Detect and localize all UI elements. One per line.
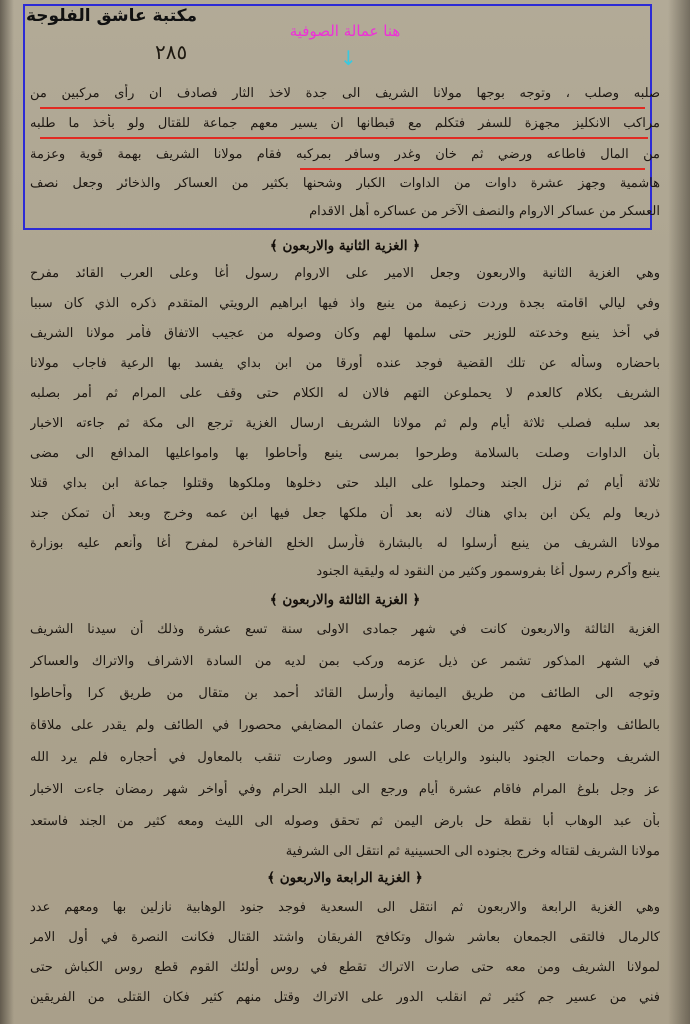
text-line: ينبع وأكرم رسول أغا بفروسمور وكثير من النقود له وليقية الجنود (316, 564, 660, 579)
text-line: لمولانا الشريف ومن معه حتى صارت الاتراك تقطع في روس أولئك القوم قطع روس الكباش حتى (30, 960, 660, 975)
text-line: ذريعا ولم يكن ابن بداي هناك لانه بعد أن ملكها جعل فيها ابن عمه وخرج وبعد أن تمكن جند (30, 506, 660, 521)
text-line: وفي ليالي اقامته بجدة وردت زعيمة من ينبع واذ فيها ابراهيم الرويتي المتقدم ذكره الذي كان سببا (30, 296, 660, 311)
highlighted-line: هاشمية وجهز عشرة داوات من الداوات الكبار وشحنها بكثير من العساكر والذخائر وجعل نصف (30, 176, 660, 191)
text-line: وهي الغزية الثانية والاربعون وجعل الامير على الاروام رسول أغا وعلى العرب القائد مفرح (30, 266, 660, 281)
page-number: ٢٨٥ (155, 40, 188, 64)
text-line: بالطائف واجتمع معهم كثير من العربان وصار عثمان المضايفي محصورا في الطائف ولم يقدر على ملاقاة (30, 718, 660, 733)
text-line: بأن عبد الوهاب أبا نقطة حل بارض اليمن ثم تحقق وصوله الى الليث ومعه كثير من الجند فاستعد (30, 814, 660, 829)
text-line: ثلاثة أيام ثم نزل الجند وحملوا على البلد حتى دخلوها وملكوها وقتلوا جماعة ابن بداي قتلا (30, 476, 660, 491)
red-underline (40, 137, 648, 139)
arrow-down-icon: ↓ (340, 46, 357, 70)
binding-shadow-left (0, 0, 14, 1024)
text-line: كالرمال فالتقى الجمعان بعاشر شوال وتكافح الفريقان واشتد القتال فكانت النصرة في أول الامر (30, 930, 660, 945)
highlighted-line: صلبه وصلب ، وتوجه بوجها مولانا الشريف الى جدة لاخذ الثار فصادف ان رأى مركبين من (30, 86, 660, 101)
text-line: وهي الغزية الرابعة والاربعون ثم انتقل الى السعدية فوجد جنود الوهابية نازلين بها ومعهم عدد (30, 900, 660, 915)
red-underline (40, 107, 645, 109)
text-line: الشريف وحمات الجنود بالبنود والرايات على السور وصارت تنقب بالمعاول في أحجاره فلم يرد الله (30, 750, 660, 765)
text-line: باحضاره وسأله عن تلك القضية فوجد عنده أورقا من ابن بداي يفسد بها الرعية فاجاب مولانا (30, 356, 660, 371)
text-line: بعد سلبه فصلب ثلاثة أيام ولم ثم مولانا الشريف ارسال الغزية ترجع الى مكة ثم جاءته الاخبار (30, 416, 660, 431)
highlighted-line: من المال فاطاعه ورضي ثم خان وغدر وسافر بمركبه فقام مولانا الشريف بهمة قوية وعزمة (30, 147, 660, 162)
text-line: فني من عسير جم كثير ثم انقلب الدور على الاتراك وقتل منهم كثير فكان القتلى من الفريقين (30, 990, 660, 1005)
section-heading: ﴿ الغزية الثانية والاربعون ﴾ (269, 238, 421, 254)
library-label: مكتبة عاشق الفلوجة (26, 6, 198, 26)
text-line: مولانا الشريف من ينبع أرسلوا له بالبشارة فأرسل الخلع الفاخرة لمفرح أغا وأنعم عليه بوزارة (30, 536, 660, 551)
section-heading: ﴿ الغزية الرابعة والاربعون ﴾ (267, 870, 423, 886)
text-line: في الشهر المذكور تشمر عن ذيل عزمه وركب بمن لديه من السادة الاشراف والاتراك والعساكر (30, 654, 660, 669)
page-edge-shadow-right (668, 0, 690, 1024)
text-line: بأن الداوات وصلت بالسلامة وطرحوا بمرسى ينبع وأحاطوا بها وامواعليها المدافع الى مضى (30, 446, 660, 461)
red-underline (300, 168, 645, 170)
section-heading: ﴿ الغزية الثالثة والاربعون ﴾ (269, 592, 421, 608)
annotation-note: هنا عمالة الصوفية (289, 22, 401, 40)
text-line: في أخذ ينبع وخدعته للوزير حتى سلمها لهم وكان وصوله من عجيب الاتفاق فأمر مولانا الشريف (30, 326, 660, 341)
text-line: الغزية الثالثة والاربعون كانت في شهر جمادى الاولى سنة تسع عشرة وذلك أن سيدنا الشريف (30, 622, 660, 637)
text-line: وتوجه الى الطائف من طريق اليمانية وأرسل القائد أحمد بن متقال من طريق كرا وأحاطوا (30, 686, 660, 701)
text-line: عز وجل بلوغ المرام فاقام عشرة أيام ورجع الى البلد الحرام وفي أواخر شهر رمضان جاءت الاخبار (30, 782, 660, 797)
text-line: الشريف بكلام كالعدم لا يحملوعن التهم فالان له الكلام حتى وقف على المرام ثم أمر بصلبه (30, 386, 660, 401)
highlighted-line: العسكر من عساكر الاروام والنصف الآخر من عساكره أهل الاقدام (309, 204, 660, 219)
highlighted-line: مراكب الانكليز مجهزة للسفر فتكلم مع قبطانها ان يسير معهم جماعة للقتال ولو بأخذ ما طلبه (30, 116, 660, 131)
text-line: مولانا الشريف لقتاله وخرج بجنوده الى الحسينية ثم انتقل الى الشرفية (285, 844, 660, 859)
